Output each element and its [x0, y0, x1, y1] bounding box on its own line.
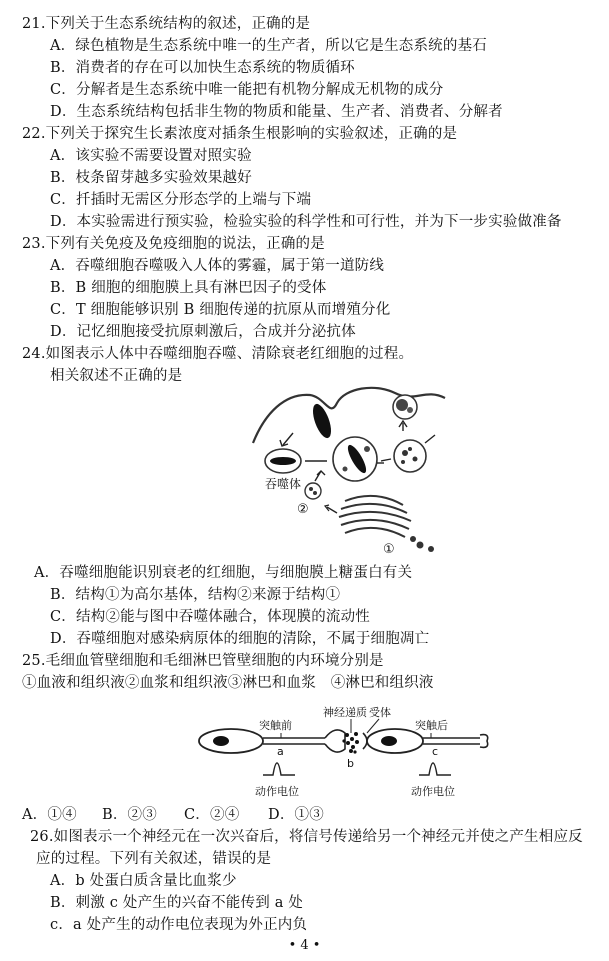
q24-stem-continued: 相关叙述不正确的是	[50, 368, 183, 384]
q22-option-d: D．本实验需进行预实验，检验实验的科学性和可行性，并为下一步实验做准备	[50, 214, 562, 230]
q25-choices: ①血液和组织液②血浆和组织液③淋巴和血浆 ④淋巴和组织液	[22, 675, 434, 691]
label-phagosome: 吞噬体	[265, 477, 302, 491]
q24-option-c: C．结构②能与图中吞噬体融合，体现膜的流动性	[50, 609, 370, 625]
phagocyte-membrane	[253, 388, 445, 443]
label-receptor: 受体	[369, 706, 391, 719]
q25-answer-a: A．①④	[22, 807, 77, 823]
action-potential-left	[263, 763, 295, 775]
q26-stem: 26.如图表示一个神经元在一次兴奋后，将信号传递给另一个神经元并使之产生相应反	[30, 829, 583, 845]
synapse-figure	[195, 705, 495, 805]
q24-stem: 24.如图表示人体中吞噬细胞吞噬、清除衰老红细胞的过程。	[22, 346, 414, 362]
q22-stem: 22.下列关于探究生长素浓度对插条生根影响的实验叙述，正确的是	[22, 126, 458, 142]
phagocytosis-figure	[245, 383, 455, 563]
q21-option-b: B．消费者的存在可以加快生态系统的物质循环	[50, 60, 355, 76]
q23-option-c: C．T 细胞能够识别 B 细胞传递的抗原从而增殖分化	[50, 302, 391, 318]
label-action-potential-right: 动作电位	[411, 785, 455, 798]
presynaptic-cell-body	[199, 729, 263, 753]
page-number: • 4 •	[288, 938, 321, 953]
label-postsynaptic: 突触后	[415, 719, 448, 732]
q21-stem: 21.下列关于生态系统结构的叙述，正确的是	[22, 16, 311, 32]
label-a: a	[277, 745, 284, 758]
q25-answer-d: D．①③	[268, 807, 324, 823]
q26-stem-continued: 应的过程。下列有关叙述，错误的是	[36, 851, 272, 867]
arrow-1	[283, 433, 293, 445]
q24-option-a: A．吞噬细胞能识别衰老的红细胞，与细胞膜上糖蛋白有关	[34, 565, 413, 581]
label-structure-2: ②	[297, 502, 309, 517]
label-b: b	[347, 757, 354, 770]
q26-option-a: A．b 处蛋白质含量比血浆少	[50, 873, 237, 889]
q21-option-c: C．分解者是生态系统中唯一能把有机物分解成无机物的成分	[50, 82, 444, 98]
q23-stem: 23.下列有关免疫及免疫细胞的说法，正确的是	[22, 236, 325, 252]
label-neurotransmitter: 神经递质	[323, 706, 367, 719]
label-action-potential-left: 动作电位	[255, 785, 299, 798]
structure-2-vesicle	[305, 483, 321, 499]
digestion-vesicle	[394, 440, 426, 472]
q24-option-d: D．吞噬细胞对感染病原体的细胞的清除，不属于细胞凋亡	[50, 631, 430, 647]
q25-answer-b: B．②③	[102, 807, 157, 823]
q21-option-d: D．生态系统结构包括非生物的物质和能量、生产者、消费者、分解者	[50, 104, 503, 120]
q23-option-d: D．记忆细胞接受抗原刺激后，合成并分泌抗体	[50, 324, 356, 340]
golgi-apparatus	[339, 496, 411, 537]
q25-answer-c: C．②④	[184, 807, 240, 823]
q22-option-b: B．枝条留芽越多实验效果越好	[50, 170, 252, 186]
q26-option-c: c．a 处产生的动作电位表现为外正内负	[50, 917, 308, 933]
label-presynaptic: 突触前	[259, 719, 292, 732]
q26-option-b: B．刺激 c 处产生的兴奋不能传到 a 处	[50, 895, 304, 911]
q22-option-a: A．该实验不需要设置对照实验	[50, 148, 252, 164]
label-c: c	[432, 745, 439, 758]
presynaptic-terminal	[325, 730, 345, 752]
q21-option-a: A．绿色植物是生态系统中唯一的生产者，所以它是生态系统的基石	[50, 38, 487, 54]
q23-option-b: B．B 细胞的细胞膜上具有淋巴因子的受体	[50, 280, 327, 296]
label-structure-1: ①	[383, 542, 395, 557]
q22-option-c: C．扦插时无需区分形态学的上端与下端	[50, 192, 312, 208]
q23-option-a: A．吞噬细胞吞噬吸入人体的雾霾，属于第一道防线	[50, 258, 385, 274]
q25-stem: 25.毛细血管壁细胞和毛细淋巴管壁细胞的内环境分别是	[22, 653, 384, 669]
action-potential-right	[419, 763, 451, 775]
q24-option-b: B．结构①为高尔基体，结构②来源于结构①	[50, 587, 341, 603]
